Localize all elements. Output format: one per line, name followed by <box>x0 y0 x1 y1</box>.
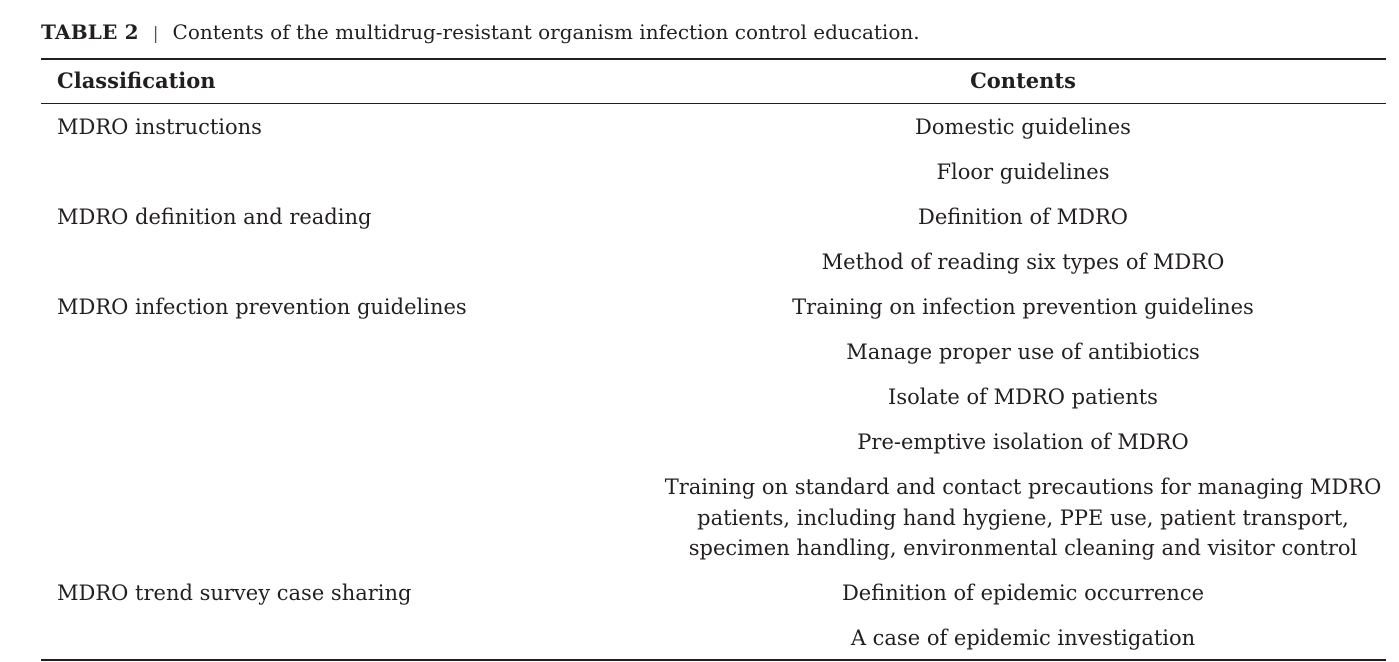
contents-cell: Method of reading six types of MDRO <box>821 250 1225 274</box>
contents-cell: A case of epidemic investigation <box>850 626 1196 650</box>
contents-cell: Definition of epidemic occurrence <box>841 581 1205 605</box>
contents-cell: Training on infection prevention guidelines <box>792 295 1254 319</box>
contents-cell-line: patients, including hand hygiene, PPE use, patient transport, <box>697 505 1349 530</box>
classification-cell: MDRO definition and reading <box>57 205 372 229</box>
table-bottom-rule <box>41 659 1386 661</box>
column-header-contents: Contents <box>970 68 1076 93</box>
table-label: TABLE 2 <box>41 20 139 44</box>
classification-cell: MDRO trend survey case sharing <box>57 581 412 605</box>
contents-cell: Manage proper use of antibiotics <box>846 340 1200 364</box>
table-header-rule <box>41 103 1386 104</box>
table-caption <box>41 18 920 48</box>
classification-cell: MDRO infection prevention guidelines <box>57 295 467 319</box>
caption-separator: | <box>152 24 159 44</box>
contents-cell: Isolate of MDRO patients <box>888 385 1158 409</box>
contents-cell: Definition of MDRO <box>918 205 1128 229</box>
contents-cell: Domestic guidelines <box>915 115 1131 139</box>
column-header-classification: Classification <box>57 68 216 93</box>
contents-cell: Floor guidelines <box>936 160 1110 184</box>
contents-cell-line: Training on standard and contact precautions for managing MDRO <box>664 475 1382 499</box>
caption-text: Contents of the multidrug-resistant organism infection control education. <box>172 20 920 44</box>
classification-cell: MDRO instructions <box>57 115 262 139</box>
table-top-rule <box>41 58 1386 60</box>
contents-cell: Pre-emptive isolation of MDRO <box>857 430 1189 454</box>
contents-cell-line: specimen handling, environmental cleaning and visitor control <box>688 536 1358 560</box>
